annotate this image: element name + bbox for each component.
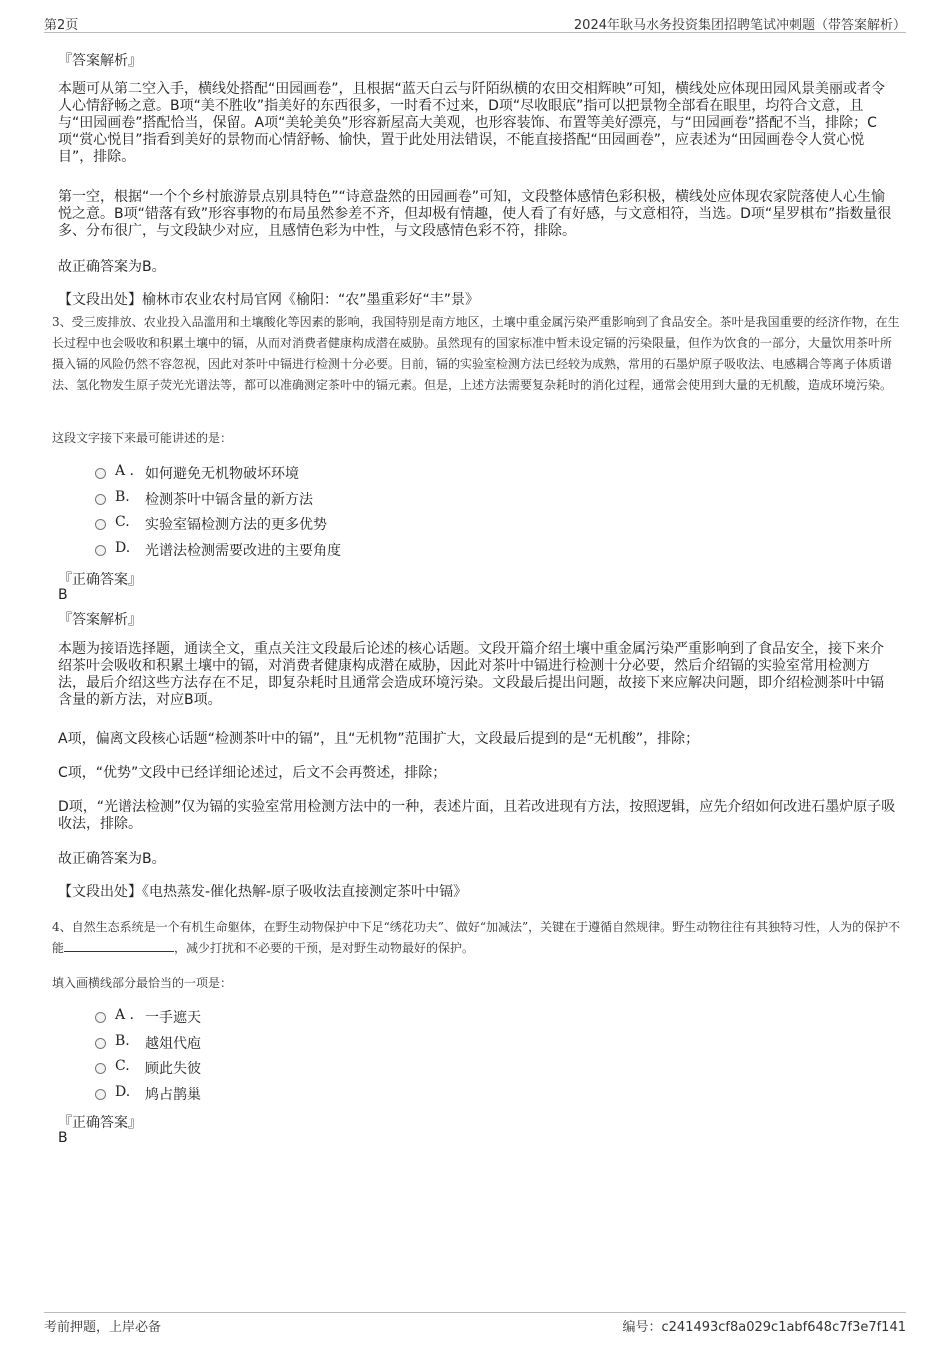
q3-prompt: 这段文字接下来最可能讲述的是： (52, 431, 233, 445)
option-letter: B. (115, 489, 130, 505)
q4-answer-label: 『正确答案』 (58, 1115, 142, 1131)
radio-button[interactable] (95, 1089, 106, 1100)
option-letter: D. (115, 1084, 131, 1100)
q2-source: 【文段出处】榆林市农业农村局官网《榆阳：“农”墨重彩好“丰”景》 (58, 292, 480, 308)
document-code: 编号：c241493cf8a029c1abf648c7f3e7f141 (622, 1320, 906, 1335)
radio-button[interactable] (95, 468, 106, 479)
fill-blank (64, 939, 174, 952)
option-letter: A . (115, 1007, 135, 1023)
q4-stem-part-2: ，减少打扰和不必要的干预，是对野生动物最好的保护。 (174, 941, 475, 955)
radio-button[interactable] (95, 519, 106, 530)
q3-analysis-conclusion: 故正确答案为B。 (58, 851, 166, 867)
q4-answer: B (58, 1130, 68, 1146)
page-footer (44, 1312, 906, 1337)
q3-analysis-label: 『答案解析』 (58, 612, 142, 628)
option-letter: D. (115, 540, 131, 556)
q3-answer-label: 『正确答案』 (58, 572, 142, 588)
q3-analysis-paragraph-2: A项，偏离文段核心话题“检测茶叶中的镉”，且“无机物”范围扩大，文段最后提到的是“无机酸”，排除； (58, 731, 700, 747)
radio-button[interactable] (95, 1038, 106, 1049)
q2-analysis-label: 『答案解析』 (58, 53, 142, 69)
document-title: 2024年耿马水务投资集团招聘笔试冲刺题（带答案解析） (573, 18, 906, 33)
q2-analysis-paragraph-1: 本题可从第二空入手，横线处搭配“田园画卷”，且根据“蓝天白云与阡陌纵横的农田交相辉映”可知，横线处应体现田园风景美丽或者令人心情舒畅之意。B项“美不胜收”指美好的东西很多，一时看不过来，D项“尽收眼底”指可以把景物全部看在眼里，均符合文意，且与“田园画卷”搭配恰当，保留。A项“美轮美奂”形容新屋高大美观，也形容装饰、布置等美好漂亮，与“田园画卷”搭配不当，排除；C项“赏心悦目”指看到美好的景物而心情舒畅、愉快，置于此处用法错误，不能直接搭配“田园画卷”，应表述为“田园画卷令人赏心悦目”，排除。 (58, 81, 886, 165)
q4-prompt: 填入画横线部分最恰当的一项是： (52, 976, 233, 990)
q3-source: 【文段出处】《电热蒸发-催化热解-原子吸收法直接测定茶叶中镉》 (58, 884, 468, 900)
q4-stem (52, 917, 902, 959)
q3-analysis-paragraph-1: 本题为接语选择题，通读全文，重点关注文段最后论述的核心话题。文段开篇介绍土壤中重金属污染严重影响到了食品安全，接下来介绍茶叶会吸收和积累土壤中的镉，对消费者健康构成潜在威胁，因此对茶叶中镉进行检测十分必要，然后介绍镉的实验室常用检测方法，最后介绍这些方法存在不足，即复杂耗时且通常会造成环境污染。文段最后提出问题，故接下来应解决问题，即介绍检测茶叶中镉含量的新方法，对应B项。 (58, 641, 884, 708)
q3-stem: 3、受三废排放、农业投入品滥用和土壤酸化等因素的影响，我国特别是南方地区，土壤中重金属污染严重影响到了食品安全。茶叶是我国重要的经济作物，在生长过程中也会吸收和积累土壤中的镉，从而对消费者健康构成潜在威胁。虽然现有的国家标准中暂未设定镉的污染限量，但作为饮食的一部分，大量饮用茶叶所摄入镉的风险仍然不容忽视，因此对茶叶中镉进行检测十分必要。目前，镉的实验室检测方法已经较为成熟，常用的石墨炉原子吸收法、电感耦合等离子体质谱法、氢化物发生原子荧光光谱法等，都可以准确测定茶叶中的镉元素。但是，上述方法需要复杂耗时的消化过程，通常会使用到大量的无机酸，造成环境污染。 (52, 315, 900, 392)
radio-button[interactable] (95, 545, 106, 556)
footer-slogan: 考前押题，上岸必备 (44, 1320, 162, 1335)
option-letter: A . (115, 463, 135, 479)
option-text: 鸠占鹊巢 (145, 1087, 201, 1103)
option-letter: B. (115, 1033, 130, 1049)
q4-stem-part-1: 4、自然生态系统是一个有机生命躯体，在野生动物保护中下足“绣花功夫”、做好“加减法”，关键在于遵循自然规律。野生动物往往有其独特习性，人为的保护不能 (52, 920, 901, 955)
radio-button[interactable] (95, 1012, 106, 1023)
radio-button[interactable] (95, 494, 106, 505)
option-text: 如何避免无机物破坏环境 (145, 466, 299, 482)
q3-analysis-paragraph-3: C项，“优势”文段中已经详细论述过，后文不会再赘述，排除； (58, 765, 447, 781)
q2-analysis-conclusion: 故正确答案为B。 (58, 259, 166, 275)
q3-answer: B (58, 587, 68, 603)
q2-analysis-paragraph-2: 第一空，根据“一个个乡村旅游景点别具特色”“诗意盎然的田园画卷”可知，文段整体感情色彩积极，横线处应体现农家院落使人心生愉悦之意。B项“错落有致”形容事物的布局虽然参差不齐，但却极有情趣，使人看了有好感，与文意相符，当选。D项“星罗棋布”指数量很多、分布很广，与文段缺少对应，且感情色彩为中性，与文段感情色彩不符，排除。 (58, 189, 892, 239)
q3-analysis-paragraph-4: D项，“光谱法检测”仅为镉的实验室常用检测方法中的一种，表述片面，且若改进现有方法，按照逻辑，应先介绍如何改进石墨炉原子吸收法，排除。 (58, 799, 896, 832)
option-text: 检测茶叶中镉含量的新方法 (145, 492, 313, 508)
option-text: 一手遮天 (145, 1010, 201, 1026)
radio-button[interactable] (95, 1063, 106, 1074)
option-letter: C. (115, 514, 130, 530)
page-header (44, 12, 906, 33)
option-text: 实验室镉检测方法的更多优势 (145, 517, 327, 533)
page-number: 第2页 (44, 18, 79, 33)
option-text: 越俎代庖 (145, 1036, 201, 1052)
option-text: 光谱法检测需要改进的主要角度 (145, 543, 341, 559)
option-letter: C. (115, 1058, 130, 1074)
option-text: 顾此失彼 (145, 1061, 201, 1077)
